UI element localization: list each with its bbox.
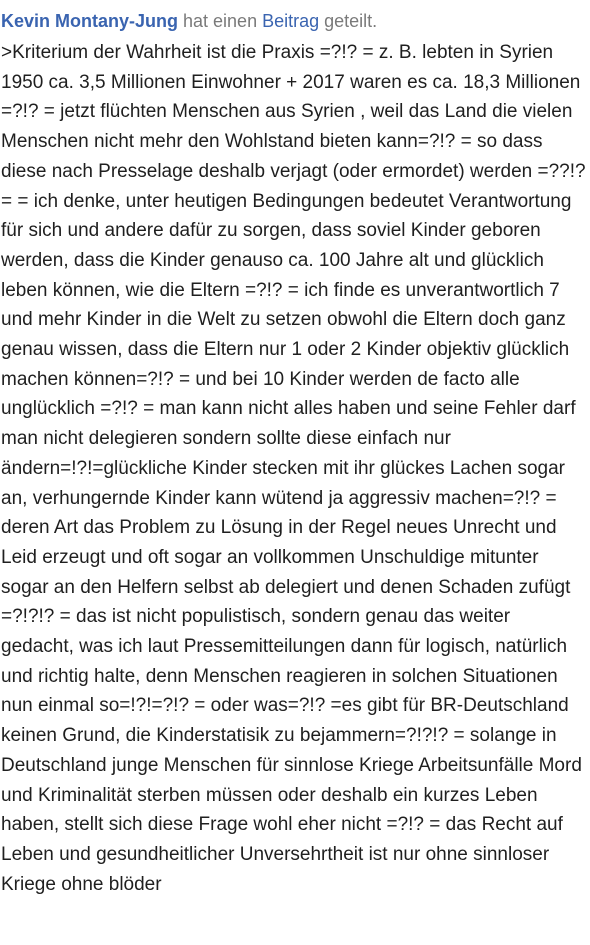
author-link[interactable]: Kevin Montany-Jung <box>1 11 179 31</box>
post-link[interactable]: Beitrag <box>262 11 320 31</box>
share-header <box>1 8 588 34</box>
post-body: >Kriterium der Wahrheit ist die Praxis =?!? = z. B. lebten in Syrien 1950 ca. 3,5 Millionen Einwohner + 2017 waren es ca. 18,3 Millionen =?!? = jetzt flüchten Menschen aus Syrien , weil das Land die vielen Menschen nicht mehr den Wohlstand bieten kann=?!? = so dass diese nach Presselage deshalb verjagt (oder ermordet) werden =??!? = = ich denke, unter heutigen Bedingungen bedeutet Verantwortung für sich und andere dafür zu sorgen, dass soviel Kinder geboren werden, dass die Kinder genauso ca. 100 Jahre alt und glücklich leben können, wie die Eltern =?!? = ich finde es unverantwortlich 7 und mehr Kinder in die Welt zu setzen obwohl die Eltern doch ganz genau wissen, dass die Eltern nur 1 oder 2 Kinder objektiv glücklich machen können=?!? = und bei 10 Kinder werden de facto alle unglücklich =?!? = man kann nicht alles haben und seine Fehler darf man nicht delegieren sondern sollte diese einfach nur ändern=!?!=glückliche Kinder stecken mit ihr glückes Lachen sogar an, verhungernde Kinder kann wütend ja aggressiv machen=?!? = deren Art das Problem zu Lösung in der Regel neues Unrecht und Leid erzeugt und oft sogar an vollkommen Unschuldige mitunter sogar an den Helfern selbst ab delegiert und denen Schaden zufügt =?!?!? = das ist nicht populistisch, sondern genau das weiter gedacht, was ich laut Pressemitteilungen dann für logisch, natürlich und richtig halte, denn Menschen reagieren in solchen Situationen nun einmal so=!?!=?!? = oder was=?!? =es gibt für BR-Deutschland keinen Grund, die Kinderstatisik zu bejammern=?!?!? = solange in Deutschland junge Menschen für sinnlose Kriege Arbeitsunfälle Mord und Kriminalität sterben müssen oder deshalb ein kurzes Leben haben, stellt sich diese Frage wohl eher nicht =?!? = das Recht auf Leben und gesundheitlicher Unversehrtheit ist nur ohne sinnloser Kriege ohne blöder <box>1 42 586 895</box>
share-text-before: hat einen <box>178 11 263 31</box>
share-text-after: geteilt. <box>319 11 378 31</box>
shared-post <box>0 8 588 899</box>
